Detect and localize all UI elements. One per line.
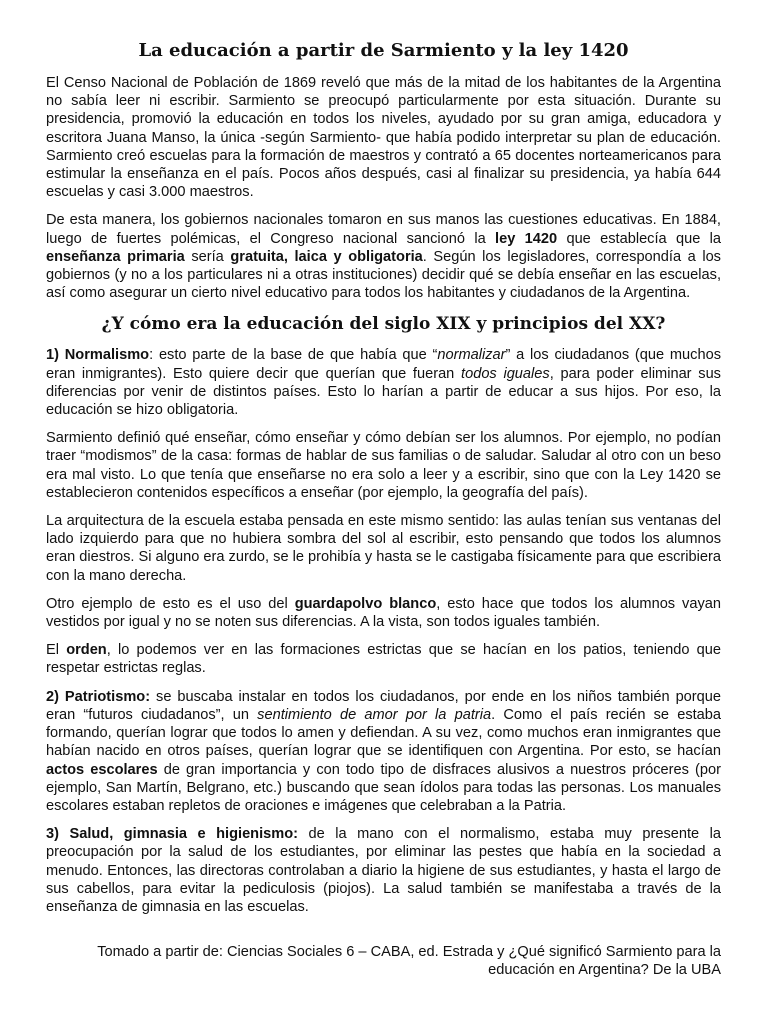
text-run: de la mano con el normalismo, estaba muy presente la preocupación por la salud de los estudiantes, por eliminar las pestes que había en la sociedad a menudo. Entonces, las directoras controlaban a diario la higiene de sus estudiantes, y hasta el largo de sus cabellos, para evitar la pediculosis (piojos). La salud también se manifestaba a través de la enseñanza de gimnasia en las escuelas. <box>46 826 721 915</box>
bold-guardapolvo-blanco: guardapolvo blanco <box>294 595 437 612</box>
text-run: : esto parte de la base de que había que “ <box>149 347 438 364</box>
normalismo-paragraph-3: La arquitectura de la escuela estaba pensada en este mismo sentido: las aulas tenían sus ventanas del lado izquierdo para que no hubiera sombra del sol al escribir, esto pensando que todos los alumnos eran diestros. Si alguno era zurdo, se le prohibía y hasta se le castigaba físicamente para que escribiera con la mano derecha. <box>46 513 721 584</box>
bold-orden: orden <box>66 642 107 659</box>
normalismo-label: 1) Normalismo <box>46 347 150 364</box>
text-run: que establecía que la <box>557 230 722 247</box>
patriotismo-label: 2) Patriotismo: <box>46 688 151 705</box>
text-run: , lo podemos ver en las formaciones estrictas que se hacían en los patios, teniendo que respetar estrictas reglas. <box>46 642 722 677</box>
text-run: de gran importancia y con todo tipo de disfraces alusivos a nuestros próceres (por ejemplo, San Martín, Belgrano, etc.) buscando que sean ídolos para todas las personas. Los manuales escolares estaban repletos de oraciones e imágenes que celebraban a la Patria. <box>46 761 721 814</box>
normalismo-paragraph-4 <box>46 595 721 631</box>
italic-normalizar: normalizar <box>437 347 506 364</box>
source-citation: Tomado a partir de: Ciencias Sociales 6 – CABA, ed. Estrada y ¿Qué significó Sarmiento para la educación en Argentina? De la UBA <box>97 944 721 979</box>
text-run: Otro ejemplo de esto es el uso del <box>46 595 295 612</box>
italic-sentimiento: sentimiento de amor por la patria <box>257 706 492 723</box>
normalismo-paragraph-2: Sarmiento definió qué enseñar, cómo enseñar y cómo debían ser los alumnos. Por ejemplo, no podían traer “modismos” de la casa: formas de hablar de sus familias o de saludar. Saludar al otro con un beso era mal visto. Lo que tenía que enseñarse no era solo a leer y a escribir, sino que con la Ley 1420 se establecieron contenidos específicos a enseñar (por ejemplo, la geografía del país). <box>46 430 721 501</box>
bold-gratuita-laica-obligatoria: gratuita, laica y obligatoria <box>230 248 423 265</box>
salud-label: 3) Salud, gimnasia e higienismo: <box>46 826 299 843</box>
intro-paragraph-2 <box>46 211 721 302</box>
bold-actos-escolares: actos escolares <box>46 761 158 778</box>
text-run: , esto hace que todos los alumnos vayan vestidos por igual y no se noten sus diferencias. A la vista, son todos iguales también. <box>46 595 721 631</box>
salud-paragraph <box>46 825 721 916</box>
bold-ensenanza-primaria: enseñanza primaria <box>46 248 185 265</box>
text-run: , para poder eliminar sus diferencias por venir de distintos países. Esto lo harían a partir de educar a sus hijos. Por eso, la educación se hizo obligatoria. <box>46 365 721 419</box>
patriotismo-paragraph <box>46 688 721 815</box>
text-run: sería <box>184 248 231 265</box>
document-page <box>46 38 721 926</box>
text-run: . Según los legisladores, correspondía a los gobiernos (y no a los particulares ni a otras instituciones) decidir qué se debía enseñar en las escuelas, así como asegurar un cierto nivel educativo para todos los habitantes y ciudadanos de la Argentina. <box>46 248 721 302</box>
normalismo-paragraph-1 <box>46 346 721 419</box>
text-run: se buscaba instalar en todos los ciudadanos, por ende en los niños también porque eran “futuros ciudadanos”, un <box>46 688 722 723</box>
section-subtitle: ¿Y cómo era la educación del siglo XIX y principios del XX? <box>101 314 666 335</box>
text-run: . Como el país recién se estaba formando, querían lograr que todos lo amen y defiendan. A su vez, como muchos eran inmigrantes que habían nacido en otros países, querían lograr que se identifiquen con Argentina. Por esto, se hacían <box>46 706 722 760</box>
italic-todos-iguales: todos iguales <box>461 365 550 382</box>
text-run: ” a los ciudadanos (que muchos eran inmigrantes). Esto quiere decir que querían que fueran <box>46 347 721 382</box>
normalismo-paragraph-5 <box>46 641 721 677</box>
text-run: De esta manera, los gobiernos nacionales tomaron en sus manos las cuestiones educativas. En 1884, luego de fuertes polémicas, el Congreso nacional sancionó la <box>46 212 721 247</box>
intro-paragraph-1: El Censo Nacional de Población de 1869 reveló que más de la mitad de los habitantes de la Argentina no sabía leer ni escribir. Sarmiento se preocupó particularmente por esta situación. Durante su presidencia, promovió la educación en todos los niveles, ayudado por su gran amiga, educadora y escritora Juana Manso, la única -según Sarmiento- que había podido interpretar su plan de educación. Sarmiento creó escuelas para la formación de maestros y contrató a 65 docentes norteamericanos para estimular la enseñanza en el país. Pocos años después, casi al finalizar su presidencia, ya había 644 escuelas y casi 3.000 maestros. <box>46 75 721 201</box>
document-title: La educación a partir de Sarmiento y la ley 1420 <box>138 40 629 61</box>
text-run: El <box>46 642 67 659</box>
bold-ley-1420: ley 1420 <box>495 230 558 247</box>
